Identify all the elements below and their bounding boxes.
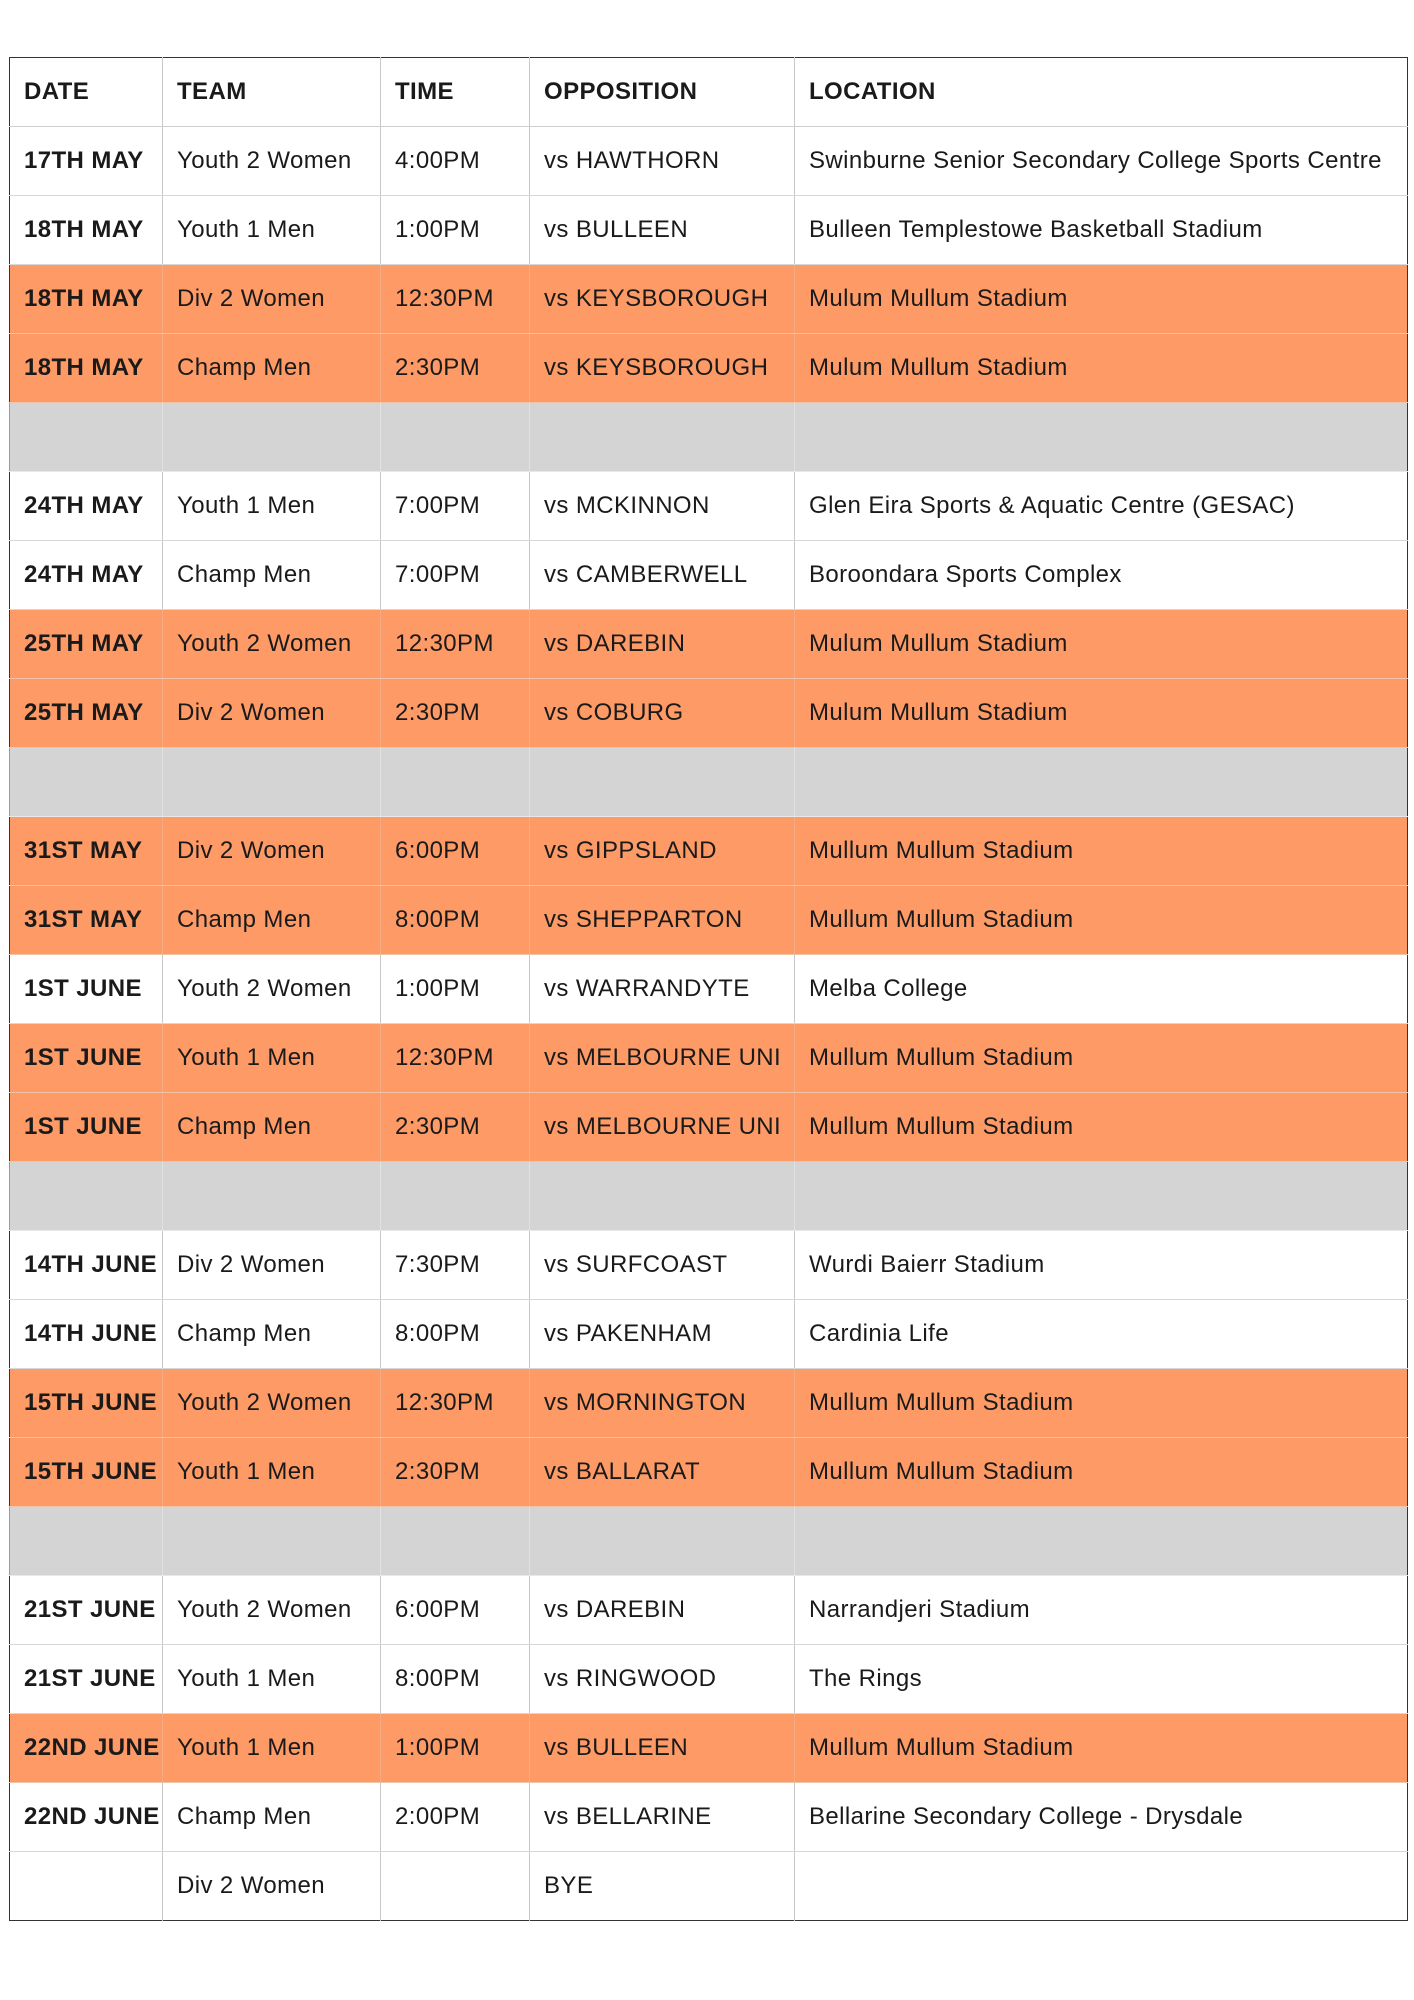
cell-date: 22ND JUNE [10,1783,163,1852]
cell-team: Champ Men [163,886,381,955]
cell-location [795,1852,1408,1921]
cell-location: Mulum Mullum Stadium [795,265,1408,334]
table-row [10,1369,1408,1438]
cell-opposition: vs BALLARAT [530,1438,795,1507]
cell-team: Div 2 Women [163,1231,381,1300]
cell-opposition [530,748,795,817]
cell-location: Mullum Mullum Stadium [795,1093,1408,1162]
cell-date: 17TH MAY [10,127,163,196]
cell-location: Bellarine Secondary College - Drysdale [795,1783,1408,1852]
spacer-row [10,748,1408,817]
column-header-time: TIME [381,58,530,127]
table-row [10,1852,1408,1921]
table-row [10,1300,1408,1369]
cell-date: 18TH MAY [10,334,163,403]
cell-time [381,1852,530,1921]
cell-date: 1ST JUNE [10,1024,163,1093]
cell-opposition [530,403,795,472]
cell-time: 7:00PM [381,472,530,541]
table-row [10,196,1408,265]
column-header-date: DATE [10,58,163,127]
cell-location: Mullum Mullum Stadium [795,1369,1408,1438]
cell-date: 24TH MAY [10,472,163,541]
cell-location: Boroondara Sports Complex [795,541,1408,610]
cell-location: Narrandjeri Stadium [795,1576,1408,1645]
cell-time: 6:00PM [381,817,530,886]
table-row [10,265,1408,334]
cell-time: 2:30PM [381,334,530,403]
cell-team: Youth 1 Men [163,196,381,265]
cell-location: Mullum Mullum Stadium [795,1024,1408,1093]
cell-opposition: vs BULLEEN [530,1714,795,1783]
cell-date: 14TH JUNE [10,1300,163,1369]
table-row [10,1231,1408,1300]
cell-team: Div 2 Women [163,679,381,748]
column-header-opposition: OPPOSITION [530,58,795,127]
cell-location: Mullum Mullum Stadium [795,817,1408,886]
spacer-row [10,1162,1408,1231]
cell-opposition: vs PAKENHAM [530,1300,795,1369]
cell-time [381,1162,530,1231]
cell-date [10,748,163,817]
table-row [10,127,1408,196]
cell-date: 22ND JUNE [10,1714,163,1783]
table-row [10,1645,1408,1714]
cell-team [163,748,381,817]
cell-time: 1:00PM [381,1714,530,1783]
table-row [10,1783,1408,1852]
cell-time: 2:30PM [381,1093,530,1162]
cell-date [10,1507,163,1576]
cell-time: 8:00PM [381,1645,530,1714]
cell-location: Wurdi Baierr Stadium [795,1231,1408,1300]
cell-opposition: vs HAWTHORN [530,127,795,196]
cell-date [10,1852,163,1921]
cell-opposition [530,1507,795,1576]
cell-date [10,403,163,472]
cell-opposition: vs DAREBIN [530,1576,795,1645]
table-row [10,1438,1408,1507]
cell-date: 18TH MAY [10,196,163,265]
table-row [10,334,1408,403]
cell-team [163,403,381,472]
table-row [10,1714,1408,1783]
table-row [10,1024,1408,1093]
cell-time: 12:30PM [381,610,530,679]
cell-location: Cardinia Life [795,1300,1408,1369]
cell-date: 25TH MAY [10,610,163,679]
cell-opposition: vs BULLEEN [530,196,795,265]
table-row [10,1576,1408,1645]
cell-location: Glen Eira Sports & Aquatic Centre (GESAC) [795,472,1408,541]
cell-date: 15TH JUNE [10,1438,163,1507]
table-row [10,679,1408,748]
cell-team [163,1507,381,1576]
cell-time: 1:00PM [381,955,530,1024]
cell-team: Youth 1 Men [163,1024,381,1093]
cell-team: Youth 1 Men [163,472,381,541]
cell-team: Youth 2 Women [163,127,381,196]
table-row [10,610,1408,679]
column-header-team: TEAM [163,58,381,127]
cell-location: Mulum Mullum Stadium [795,679,1408,748]
cell-team: Champ Men [163,1300,381,1369]
cell-location: Mullum Mullum Stadium [795,1438,1408,1507]
cell-time: 12:30PM [381,265,530,334]
cell-date: 18TH MAY [10,265,163,334]
cell-opposition: vs DAREBIN [530,610,795,679]
cell-time [381,403,530,472]
cell-opposition: vs CAMBERWELL [530,541,795,610]
cell-team: Youth 2 Women [163,1576,381,1645]
cell-location: Swinburne Senior Secondary College Sports Centre [795,127,1408,196]
cell-time: 6:00PM [381,1576,530,1645]
cell-team [163,1162,381,1231]
fixture-rows [10,127,1408,1921]
cell-date: 1ST JUNE [10,1093,163,1162]
cell-team: Youth 2 Women [163,610,381,679]
cell-date: 1ST JUNE [10,955,163,1024]
cell-time: 2:30PM [381,679,530,748]
cell-opposition: vs RINGWOOD [530,1645,795,1714]
column-header-location: LOCATION [795,58,1408,127]
cell-opposition: vs BELLARINE [530,1783,795,1852]
cell-location: Mullum Mullum Stadium [795,886,1408,955]
cell-opposition: vs KEYSBOROUGH [530,334,795,403]
cell-time [381,748,530,817]
cell-date: 21ST JUNE [10,1576,163,1645]
cell-team: Youth 2 Women [163,955,381,1024]
cell-location: Bulleen Templestowe Basketball Stadium [795,196,1408,265]
cell-time: 4:00PM [381,127,530,196]
cell-opposition: vs MORNINGTON [530,1369,795,1438]
cell-date: 31ST MAY [10,817,163,886]
cell-opposition: vs SURFCOAST [530,1231,795,1300]
cell-team: Champ Men [163,1783,381,1852]
cell-date: 31ST MAY [10,886,163,955]
cell-location [795,1162,1408,1231]
cell-location [795,748,1408,817]
cell-team: Div 2 Women [163,265,381,334]
cell-opposition: vs COBURG [530,679,795,748]
cell-time: 7:00PM [381,541,530,610]
cell-team: Div 2 Women [163,817,381,886]
cell-location [795,403,1408,472]
cell-time: 7:30PM [381,1231,530,1300]
cell-date: 24TH MAY [10,541,163,610]
cell-team: Youth 2 Women [163,1369,381,1438]
cell-location: Mulum Mullum Stadium [795,334,1408,403]
cell-opposition: BYE [530,1852,795,1921]
cell-time: 2:30PM [381,1438,530,1507]
cell-team: Div 2 Women [163,1852,381,1921]
cell-location: Mulum Mullum Stadium [795,610,1408,679]
table-row [10,955,1408,1024]
cell-opposition [530,1162,795,1231]
table-row [10,886,1408,955]
cell-team: Youth 1 Men [163,1714,381,1783]
cell-opposition: vs MCKINNON [530,472,795,541]
table-row [10,472,1408,541]
cell-time: 1:00PM [381,196,530,265]
cell-time: 12:30PM [381,1024,530,1093]
table-row [10,541,1408,610]
header-row [10,58,1408,127]
cell-opposition: vs KEYSBOROUGH [530,265,795,334]
cell-opposition: vs SHEPPARTON [530,886,795,955]
cell-opposition: vs GIPPSLAND [530,817,795,886]
cell-location: Mullum Mullum Stadium [795,1714,1408,1783]
cell-team: Youth 1 Men [163,1645,381,1714]
cell-date: 21ST JUNE [10,1645,163,1714]
table-row [10,817,1408,886]
cell-date: 25TH MAY [10,679,163,748]
cell-time: 12:30PM [381,1369,530,1438]
cell-time: 2:00PM [381,1783,530,1852]
cell-opposition: vs MELBOURNE UNI [530,1024,795,1093]
cell-date: 15TH JUNE [10,1369,163,1438]
cell-time [381,1507,530,1576]
cell-time: 8:00PM [381,886,530,955]
cell-opposition: vs MELBOURNE UNI [530,1093,795,1162]
table-row [10,1093,1408,1162]
cell-team: Youth 1 Men [163,1438,381,1507]
cell-team: Champ Men [163,334,381,403]
spacer-row [10,403,1408,472]
cell-team: Champ Men [163,541,381,610]
cell-date [10,1162,163,1231]
cell-team: Champ Men [163,1093,381,1162]
cell-date: 14TH JUNE [10,1231,163,1300]
spacer-row [10,1507,1408,1576]
cell-time: 8:00PM [381,1300,530,1369]
cell-location [795,1507,1408,1576]
cell-location: The Rings [795,1645,1408,1714]
cell-location: Melba College [795,955,1408,1024]
fixture-table [9,57,1408,1921]
cell-opposition: vs WARRANDYTE [530,955,795,1024]
